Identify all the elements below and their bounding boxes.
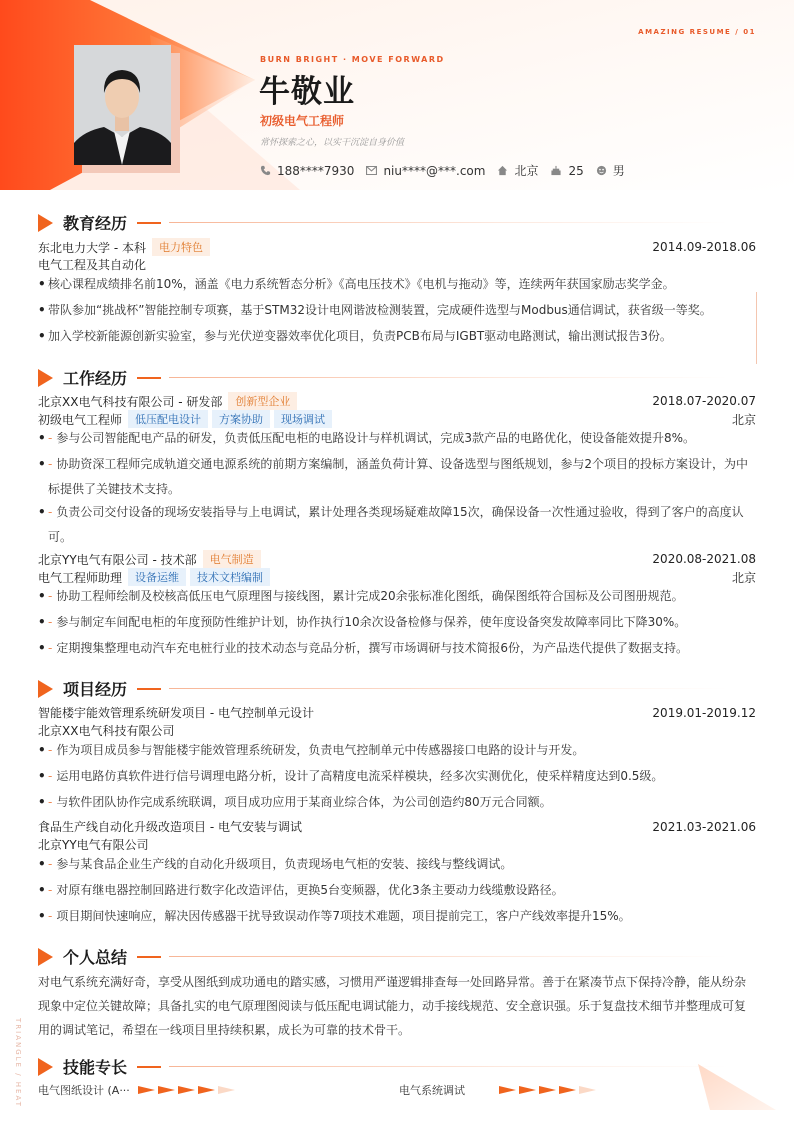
list-item: • - 与软件团队协作完成系统联调，项目成功应用于某商业综合体，为公司创造约80万元合同额。	[38, 795, 552, 809]
section-divider	[169, 377, 728, 378]
education-header	[38, 238, 756, 256]
skill-name: 电气图纸设计 (A···	[38, 1084, 130, 1097]
section-divider	[169, 956, 728, 957]
triangle-icon	[38, 214, 53, 232]
list-item: • - 参与公司智能配电产品的研发，负责低压配电柜的电路设计与样机调试，完成3款产品的电路优化，使设备能效提升8%。	[38, 431, 696, 445]
section-education	[38, 211, 728, 234]
home-icon	[497, 165, 508, 176]
slogan: BURN BRIGHT · MOVE FORWARD	[260, 55, 445, 64]
motto: 常怀探索之心，以实干沉淀自身价值	[260, 138, 405, 148]
list-item: • - 负责公司交付设备的现场安装指导与上电调试，累计处理各类现场疑难故障15次，确保设备一次性通过验收，得到了客户的高度认可。	[38, 505, 744, 544]
skill-arrow-icon	[539, 1086, 556, 1094]
section-dash	[137, 688, 161, 690]
section-title: 工作经历	[63, 369, 128, 388]
skill-arrow-icon	[519, 1086, 536, 1094]
skill-tag: 现场调试	[274, 410, 332, 428]
contact-age	[550, 164, 583, 178]
list-item: • 加入学校新能源创新实验室，参与光伏逆变器效率优化项目，负责PCB布局与IGBT驱动电路测试，输出测试报告3份。	[38, 329, 672, 343]
education-major-row	[38, 256, 756, 273]
list-item: • - 项目期间快速响应，解决因传感器干扰导致误动作等7项技术难题，项目提前完工，客户产线效率提升15%。	[38, 909, 631, 923]
work-date: 2020.08-2021.08	[652, 552, 756, 566]
contact-email	[366, 164, 485, 178]
cake-icon	[550, 165, 562, 176]
skill-arrow-icon	[579, 1086, 596, 1094]
skill-arrow-icon	[499, 1086, 516, 1094]
summary-text: 对电气系统充满好奇，享受从图纸到成功通电的踏实感，习惯用严谨逻辑排查每一处回路异常。善于在紧凑节点下保持冷静，能从纷杂现象中定位关键故障；具备扎实的电气原理图阅读与低压配电调试能力，动手接线规范、安全意识强。乐于复盘技术细节并整理成可复用的调试笔记，希望在一线项目里持续积累，成长为可靠的技术骨干。	[38, 975, 747, 1037]
top-tag: AMAZING RESUME / 01	[638, 28, 756, 36]
list-item: • - 参与某食品企业生产线的自动化升级项目，负责现场电气柜的安装、接线与整线调试。	[38, 857, 513, 871]
contact-city	[497, 162, 538, 179]
section-skills	[38, 1055, 728, 1078]
list-item: • - 作为项目成员参与智能楼宇能效管理系统研发，负责电气控制单元中传感器接口电路的设计与开发。	[38, 743, 585, 757]
list-item: • - 定期搜集整理电动汽车充电桩行业的技术动态与竞品分析，撰写市场调研与技术简报6份，为产品迭代提供了数据支持。	[38, 641, 688, 655]
skill-tag: 技术文档编制	[190, 568, 270, 586]
section-divider	[169, 1066, 728, 1067]
gender-icon	[596, 165, 607, 176]
gender-text: 男	[612, 164, 625, 178]
company-dept: 北京XX电气科技有限公司 - 研发部	[38, 394, 223, 409]
list-item: • 带队参加“挑战杯”智能控制专项赛，基于STM32设计电网谐波检测装置，完成硬件选型与Modbus通信调试，获省级一等奖。	[38, 303, 712, 317]
contact-bar	[260, 162, 637, 179]
project-date: 2019.01-2019.12	[652, 705, 756, 720]
project-name-role: 食品生产线自动化升级改造项目 - 电气安装与调试	[38, 820, 302, 834]
section-title: 个人总结	[63, 948, 128, 967]
contact-gender	[596, 162, 625, 179]
work-date: 2018.07-2020.07	[652, 394, 756, 408]
skill-arrow-icon	[559, 1086, 576, 1094]
triangle-icon	[38, 1058, 53, 1076]
section-divider	[169, 222, 728, 223]
skill-level	[138, 1086, 238, 1094]
section-work	[38, 366, 728, 389]
skill-name: 电气系统调试	[399, 1084, 465, 1097]
position: 电气工程师助理	[38, 570, 123, 585]
school-tag: 电力特色	[152, 238, 210, 256]
section-dash	[137, 222, 161, 224]
work-2-header	[38, 550, 756, 568]
section-title: 项目经历	[63, 680, 128, 699]
project-name-role: 智能楼宇能效管理系统研发项目 - 电气控制单元设计	[38, 706, 314, 720]
project-company: 北京XX电气科技有限公司	[38, 724, 175, 738]
email-text: niu****@***.com	[383, 163, 486, 178]
avatar	[74, 45, 171, 165]
skill-tag: 方案协助	[212, 410, 270, 428]
job-title: 初级电气工程师	[260, 114, 345, 128]
skill-arrow-icon	[158, 1086, 175, 1094]
contact-phone	[260, 164, 354, 178]
major: 电气工程及其自动化	[38, 258, 147, 272]
project-company: 北京YY电气有限公司	[38, 838, 149, 852]
avatar-portrait	[74, 45, 171, 165]
side-accent-line	[756, 292, 757, 364]
phone-text: 188****7930	[277, 163, 355, 178]
education-date: 2014.09-2018.06	[652, 240, 756, 254]
work-city: 北京	[731, 412, 756, 427]
section-divider	[169, 688, 728, 689]
project-1-header	[38, 704, 756, 721]
age-text: 25	[568, 163, 584, 178]
company-tag: 创新型企业	[228, 392, 297, 410]
city-text: 北京	[514, 164, 539, 178]
position: 初级电气工程师	[38, 412, 123, 427]
company-tag: 电气制造	[203, 550, 261, 568]
section-title: 教育经历	[63, 214, 128, 233]
list-item: • - 参与制定车间配电柜的年度预防性维护计划，协作执行10余次设备检修与保养，使年度设备突发故障率同比下降30%。	[38, 615, 687, 629]
project-2-company-row	[38, 836, 756, 853]
list-item: • - 协助资深工程师完成轨道交通电源系统的前期方案编制，涵盖负荷计算、设备选型与图纸规划，参与2个项目的投标方案设计，为中标提供了关键技术支持。	[38, 457, 748, 496]
project-2-header	[38, 818, 756, 835]
list-item: • - 对原有继电器控制回路进行数字化改造评估，更换5台变频器，优化3条主要动力线缆敷设路径。	[38, 883, 564, 897]
skill-level	[499, 1086, 599, 1094]
phone-icon	[260, 165, 271, 176]
project-1-company-row	[38, 722, 756, 739]
triangle-icon	[38, 369, 53, 387]
candidate-name: 牛敬业	[259, 74, 355, 110]
work-city: 北京	[731, 570, 756, 585]
mail-icon	[366, 166, 377, 175]
section-project	[38, 677, 728, 700]
skill-tag: 设备运维	[128, 568, 186, 586]
triangle-icon	[38, 948, 53, 966]
vertical-tag: TRIANGLE / HEAT	[14, 1018, 22, 1108]
work-1-header	[38, 392, 756, 410]
section-dash	[137, 1066, 161, 1068]
skill-arrow-icon	[198, 1086, 215, 1094]
school-degree: 东北电力大学 - 本科	[38, 240, 146, 255]
triangle-icon	[38, 680, 53, 698]
corner-decoration	[690, 1060, 780, 1115]
skill-arrow-icon	[178, 1086, 195, 1094]
section-summary	[38, 945, 728, 968]
section-dash	[137, 956, 161, 958]
list-item: • - 协助工程师绘制及校核高低压电气原理图与接线图，累计完成20余张标准化图纸，确保图纸符合国标及公司图册规范。	[38, 589, 684, 603]
skill-arrow-icon	[138, 1086, 155, 1094]
company-dept: 北京YY电气有限公司 - 技术部	[38, 552, 197, 567]
list-item: • - 运用电路仿真软件进行信号调理电路分析，设计了高精度电流采样模块，经多次实测优化，使采样精度达到0.5级。	[38, 769, 664, 783]
project-date: 2021.03-2021.06	[652, 819, 756, 834]
skill-tag: 低压配电设计	[128, 410, 208, 428]
section-title: 技能专长	[63, 1058, 128, 1077]
skill-item	[399, 1082, 599, 1098]
section-dash	[137, 377, 161, 379]
list-item: • 核心课程成绩排名前10%，涵盖《电力系统暂态分析》《高电压技术》《电机与拖动》等，连续两年获国家励志奖学金。	[38, 277, 675, 291]
skill-item	[38, 1082, 238, 1098]
skill-arrow-icon	[218, 1086, 235, 1094]
